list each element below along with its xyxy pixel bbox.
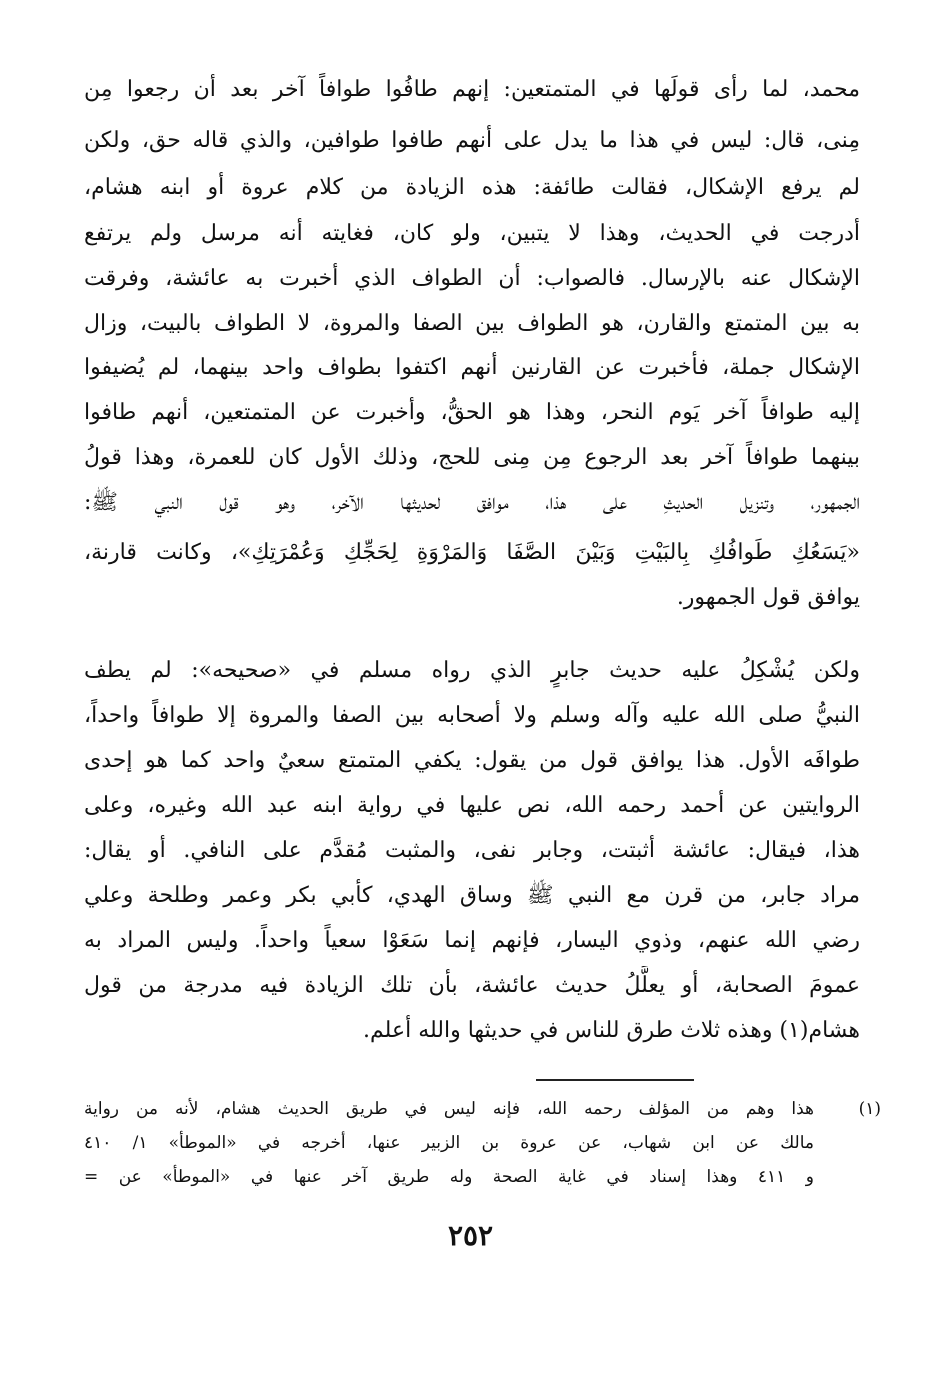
footnote-line-2: مالك عن ابن شهاب، عن عروة بن الزبير عنها، أخرجه في «الموطأ» ١/ ٤١٠ xyxy=(84,1133,814,1153)
paragraph-1-line-8: إليه طوافاً آخر يَوم النحر، وهذا هو الحقُّ، وأخبرت عن المتمتعين، أنهم طافوا xyxy=(84,400,860,425)
paragraph-1-line-2: مِنى، قال: ليس في هذا ما يدل على أنهم طافوا طوافين، والذي قاله حق، ولكن xyxy=(84,128,860,153)
paragraph-2-line-8: عمومَ الصحابة، أو يعلَّلُ حديث عائشة، بأن تلك الزيادة فيه مدرجة من قول xyxy=(84,973,860,998)
paragraph-1-line-6: به بين المتمتع والقارن، هو الطواف بين الصفا والمروة، لا الطواف بالبيت، وزال xyxy=(84,311,860,336)
paragraph-1-line-10: الجمهور، وتنزيل الحديثِ على هذا، موافق لحديثها الآخر، وهو قول النبي ﷺ: xyxy=(84,490,860,515)
page-number: ٢٥٢ xyxy=(447,1219,494,1252)
paragraph-2-line-1: ولكن يُشْكِلُ عليه حديث جابرٍ الذي رواه مسلم في «صحيحه»: لم يطف xyxy=(84,658,860,683)
paragraph-1-line-12: يوافق قول الجمهور. xyxy=(676,585,860,610)
footnote-separator xyxy=(536,1079,694,1081)
paragraph-2-line-5: هذا، فيقال: عائشة أثبتت، وجابر نفى، والمثبت مُقدَّم على النافي. أو يقال: xyxy=(84,838,860,863)
footnote-line-3: و ٤١١ وهذا إسناد في غاية الصحة وله طريق آخر عنها في «الموطأ» عن = xyxy=(84,1167,814,1187)
paragraph-2-line-2: النبيُّ صلى الله عليه وآله وسلم ولا أصحابه بين الصفا والمروة إلا طوافاً واحداً، xyxy=(84,703,860,728)
paragraph-1-line-4: أدرجت في الحديث، وهذا لا يتبين، ولو كان، فغايته أنه مرسل ولم يرتفع xyxy=(84,221,860,246)
paragraph-1-line-9: بينهما طوافاً آخر بعد الرجوع مِن مِنى للحج، وذلك الأول كان للعمرة، وهذا قولُ xyxy=(84,445,860,470)
footnote-line-1: هذا وهم من المؤلف رحمه الله، فإنه ليس في طريق الحديث هشام، لأنه من رواية xyxy=(84,1099,814,1119)
paragraph-2-line-7: رضي الله عنهم، وذوي اليسار، فإنهم إنما سَعَوْا سعياً واحداً. وليس المراد به xyxy=(84,928,860,953)
footnote-marker: (١) xyxy=(858,1099,881,1119)
paragraph-2-line-9: هشام(١) وهذه ثلاث طرق للناس في حديثها والله أعلم. xyxy=(363,1018,860,1043)
paragraph-2-line-6: مراد جابر، من قرن مع النبي ﷺ وساق الهدي، كأبي بكر وعمر وطلحة وعلي xyxy=(84,883,860,908)
paragraph-1-line-5: الإشكال عنه بالإرسال. فالصواب: أن الطواف الذي أخبرت به عائشة، وفرقت xyxy=(84,266,860,291)
paragraph-2-line-3: طوافَه الأول. هذا يوافق قول من يقول: يكفي المتمتع سعيٌ واحد كما هو إحدى xyxy=(84,748,860,773)
paragraph-1-line-1: محمد، لما رأى قولَها في المتمتعين: إنهم طافُوا طوافاً آخر بعد أن رجعوا مِن xyxy=(84,77,860,102)
paragraph-1-line-3: لم يرفع الإشكال، فقالت طائفة: هذه الزيادة من كلام عروة أو ابنه هشام، xyxy=(84,175,860,200)
paragraph-1-line-11: «يَسَعُكِ طَوافُكِ بِالبَيْتِ وَبَيْنَ الصَّفَا وَالمَرْوَةِ لِحَجِّكِ وَعُمْرَتِكِ»، وكانت قارنة، xyxy=(84,540,860,565)
paragraph-1-line-7: الإشكال جملة، فأخبرت عن القارنين أنهم اكتفوا بطواف واحد بينهما، لم يُضيفوا xyxy=(84,355,860,380)
paragraph-2-line-4: الروايتين عن أحمد رحمه الله، نص عليها في رواية ابنه عبد الله وغيره، وعلى xyxy=(84,793,860,818)
